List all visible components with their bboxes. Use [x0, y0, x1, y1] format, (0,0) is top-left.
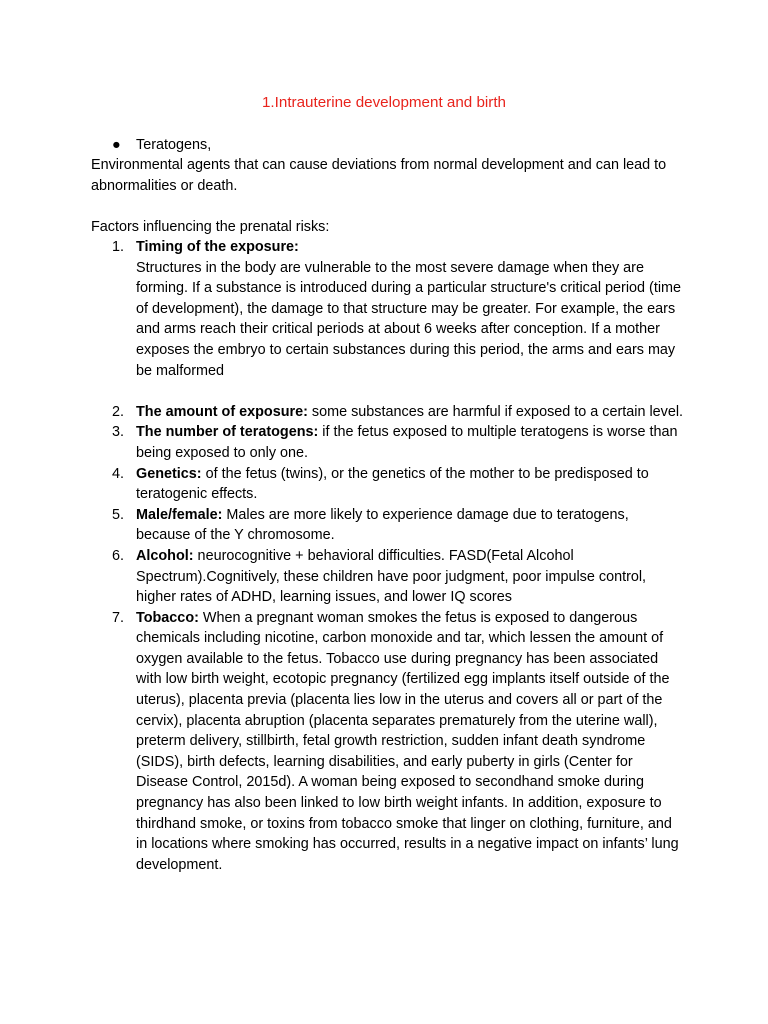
- list-number: 1.: [112, 239, 125, 255]
- list-item-text: Structures in the body are vulnerable to the most severe damage when they are forming. If a substance is introduced during a particular structure's critical period (time of development), the damage to that structure may be greater. For example, the ears and arms reach their critical periods at about 6 weeks after conception. If a mother exposes the embryo to certain substances during this period, the arms and ears may be malformed: [136, 259, 682, 379]
- factors-heading: Factors influencing the prenatal risks:: [91, 219, 330, 235]
- document-title: 1.Intrauterine development and birth: [261, 94, 506, 111]
- list-number: 7.: [112, 609, 125, 626]
- list-item-text: if the fetus exposed to multiple teratogens is worse than being exposed to only one.: [136, 424, 678, 461]
- list-number: 5.: [112, 506, 125, 523]
- list-item-lead: The number of teratogens:: [136, 424, 319, 441]
- list-item-lead: Alcohol:: [136, 547, 194, 564]
- intro-paragraph: Environmental agents that can cause deviations from normal development and can lead to abnormalities or death.: [91, 157, 667, 194]
- list-item: [91, 237, 686, 381]
- bullet-item: [112, 135, 211, 156]
- list-item-text: of the fetus (twins), or the genetics of the mother to be predisposed to teratogenic effects.: [136, 465, 649, 503]
- list-number: 6.: [112, 547, 125, 564]
- list-item-text: Males are more likely to experience damage due to teratogens, because of the Y chromosome.: [136, 506, 629, 544]
- list-number: 3.: [112, 424, 125, 441]
- list-number: 2.: [112, 403, 125, 420]
- list-item-text: neurocognitive + behavioral difficulties. FASD(Fetal Alcohol Spectrum).Cognitively, these children have poor judgment, poor impulse control, higher rates of ADHD, learning issues, and lower IQ scores: [136, 547, 647, 606]
- list-item: [91, 422, 686, 463]
- factors-list: [91, 237, 686, 875]
- list-item-text: When a pregnant woman smokes the fetus is exposed to dangerous chemicals including nicotine, carbon monoxide and tar, which lessen the amount of oxygen available to the fetus. Tobacco use during pregnancy has been associated with low birth weight, ecotopic pregnancy (fertilized egg implants itself outside of the uterus), placenta previa (placenta lies low in the uterus and covers all or part of the cervix), placenta abruption (placenta separates prematurely from the uterine wall), preterm delivery, stillbirth, fetal growth restriction, sudden infant death syndrome (SIDS), birth defects, learning disabilities, and early puberty in girls (Center for Disease Control, 2015d). A woman being exposed to secondhand smoke during pregnancy has also been linked to low birth weight infants. In addition, exposure to thirdhand smoke, or toxins from tobacco smoke that linger on clothing, furniture, and in locations where smoking has occurred, results in a negative impact on infants’ lung development.: [136, 609, 679, 873]
- list-item: [91, 464, 686, 505]
- list-item: [91, 402, 686, 423]
- list-item: [91, 608, 686, 876]
- list-item: [91, 546, 686, 608]
- list-item-lead: The amount of exposure:: [136, 403, 308, 420]
- bullet-icon: ●: [112, 137, 121, 153]
- bullet-text: Teratogens,: [136, 137, 212, 153]
- list-item-lead: Genetics:: [136, 465, 202, 482]
- list-item-lead: Timing of the exposure:: [136, 239, 299, 255]
- list-item: [91, 505, 686, 546]
- list-number: 4.: [112, 465, 125, 482]
- list-item-lead: Tobacco:: [136, 609, 199, 626]
- list-item-lead: Male/female:: [136, 506, 223, 523]
- list-item-text: some substances are harmful if exposed to a certain level.: [307, 403, 684, 420]
